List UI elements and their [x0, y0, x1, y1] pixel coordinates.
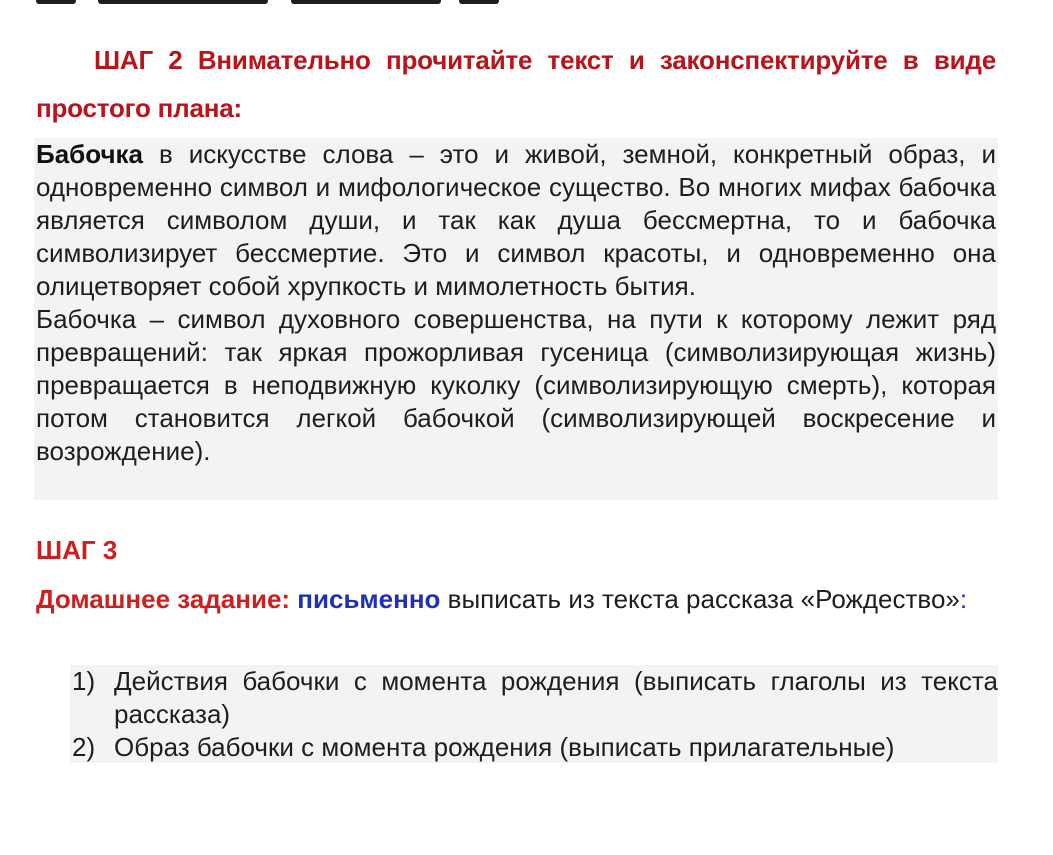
list-item: [70, 665, 998, 731]
homework-label: Домашнее задание:: [36, 584, 291, 614]
list-item-number: 1): [72, 666, 96, 696]
homework-instruction-text: выписать из текста рассказа «Рождество»: [440, 584, 960, 614]
list-item: [70, 731, 998, 764]
step-3-heading: ШАГ 3: [36, 535, 118, 565]
passage-paragraph-2: Бабочка – символ духовного совершенства, на пути к которому лежит ряд превращений: так яркая прожорливая гусеница (символизирующая жизнь) превращается в неподвижную куколку (символизирующую смерть), которая потом становится легкой бабочкой (символизирующей воскресение и возрождение).: [36, 304, 996, 466]
list-item-text: Действия бабочки с момента рождения (выписать глаголы из текста рассказа): [114, 666, 998, 729]
step-2-heading: ШАГ 2 Внимательно прочитайте текст и законспектируйте в виде простого плана:: [36, 45, 996, 123]
task-list: [70, 665, 998, 763]
homework-instruction: [36, 582, 996, 616]
homework-written-emphasis: письменно: [297, 584, 441, 614]
passage-paragraph-1-text: в искусстве слова – это и живой, земной, конкретный образ, и одновременно символ и мифологическое существо. Во многих мифах бабочка является символом души, и так как душа бессмертна, то и бабочка символизирует бессмертие. Это и символ красоты, и одновременно она олицетворяет собой хрупкость и мимолетность бытия.: [36, 139, 996, 301]
homework-colon: :: [959, 584, 968, 614]
reading-passage: [34, 138, 998, 500]
cropped-previous-line: [36, 0, 556, 4]
list-item-number: 2): [72, 732, 96, 762]
list-item-text: Образ бабочки с момента рождения (выписать прилагательные): [114, 732, 895, 762]
passage-paragraph-1: [34, 138, 998, 303]
passage-keyword: Бабочка: [36, 139, 144, 169]
